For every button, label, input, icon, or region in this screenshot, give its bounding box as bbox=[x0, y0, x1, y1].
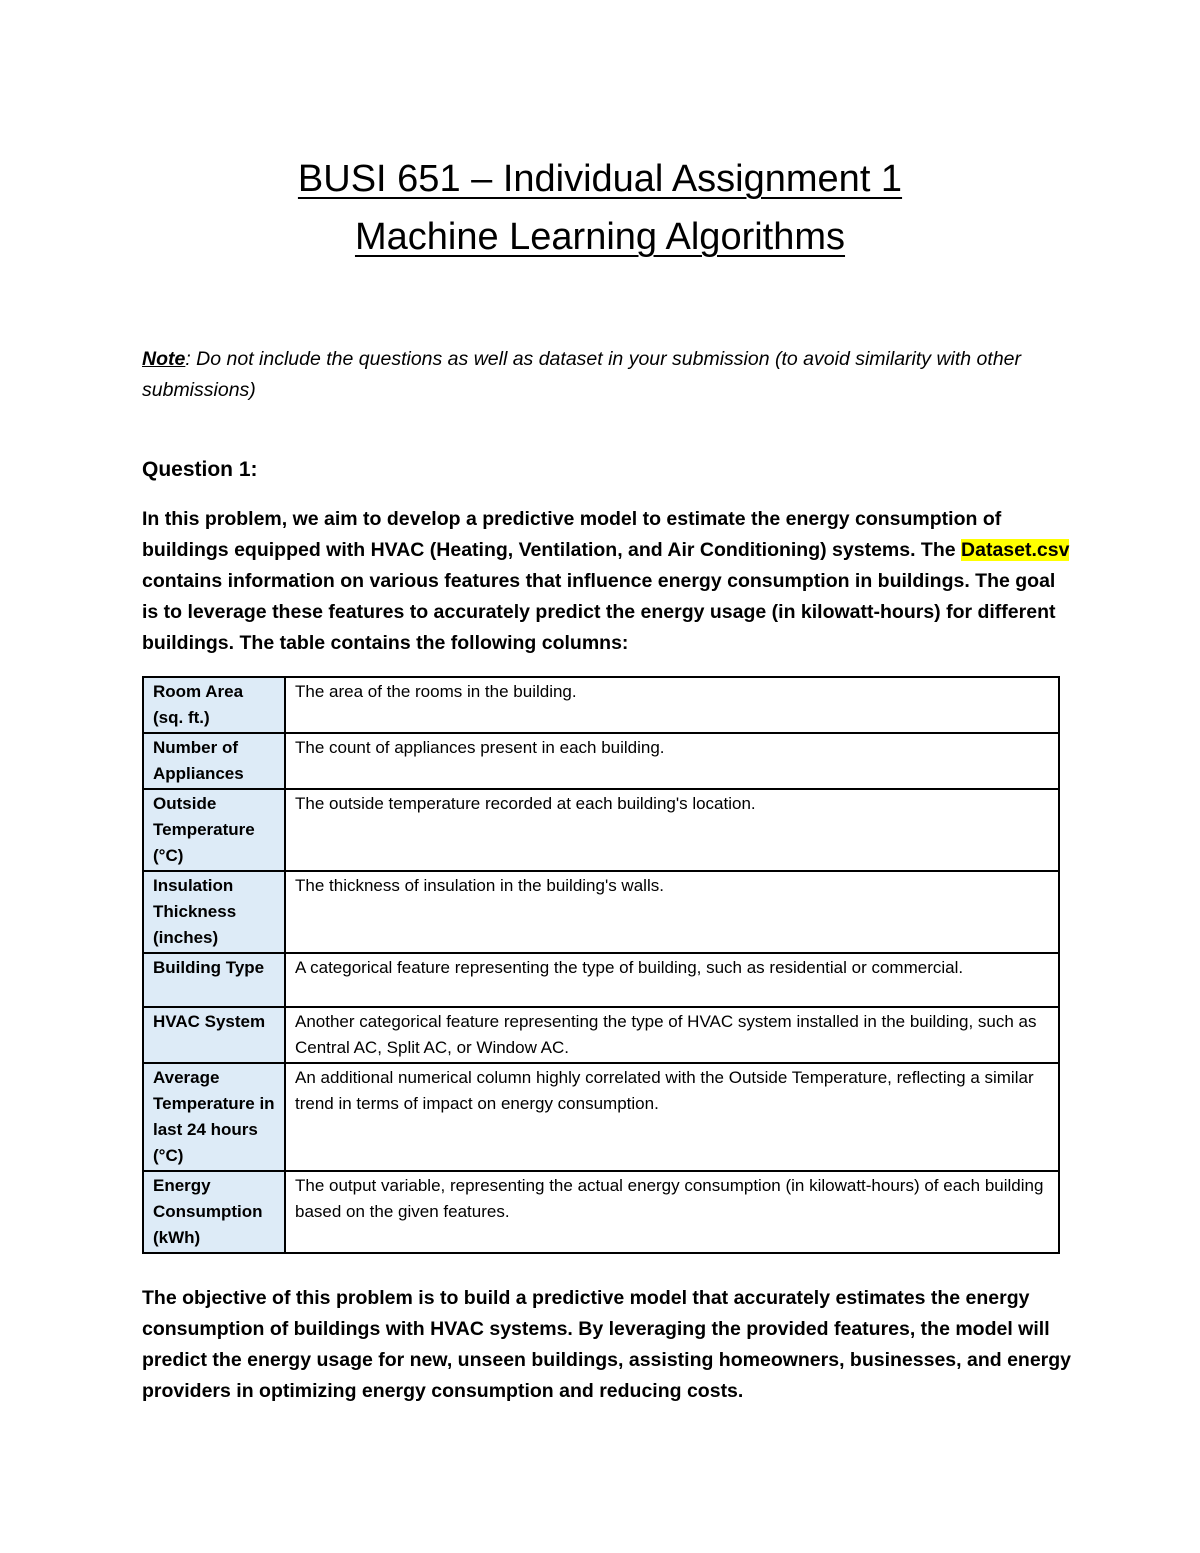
table-row bbox=[143, 953, 1059, 1007]
feature-name-cell: Energy Consumption (kWh) bbox=[143, 1171, 285, 1253]
feature-description-cell: An additional numerical column highly correlated with the Outside Temperature, reflecting a similar trend in terms of impact on energy consumption. bbox=[285, 1063, 1059, 1171]
feature-name-cell: Building Type bbox=[143, 953, 285, 1007]
title-line-2: Machine Learning Algorithms bbox=[354, 216, 846, 258]
table-row bbox=[143, 1171, 1059, 1253]
feature-description-cell: The thickness of insulation in the building's walls. bbox=[285, 871, 1059, 953]
feature-description-cell: The count of appliances present in each building. bbox=[285, 733, 1059, 789]
note-paragraph bbox=[142, 344, 1072, 406]
feature-name-cell: Average Temperature in last 24 hours (°C) bbox=[143, 1063, 285, 1171]
feature-description-cell: The area of the rooms in the building. bbox=[285, 677, 1059, 733]
table-row bbox=[143, 1063, 1059, 1171]
feature-description-cell: A categorical feature representing the type of building, such as residential or commercial. bbox=[285, 953, 1059, 1007]
feature-name-cell: Insulation Thickness (inches) bbox=[143, 871, 285, 953]
feature-description-cell: The outside temperature recorded at each building's location. bbox=[285, 789, 1059, 871]
table-row bbox=[143, 677, 1059, 733]
feature-description-cell: Another categorical feature representing the type of HVAC system installed in the building, such as Central AC, Split AC, or Window AC. bbox=[285, 1007, 1059, 1063]
note-label: Note bbox=[142, 348, 186, 370]
feature-name-cell: Room Area (sq. ft.) bbox=[143, 677, 285, 733]
table-row bbox=[143, 871, 1059, 953]
question-intro bbox=[142, 504, 1072, 659]
title-line-1: BUSI 651 – Individual Assignment 1 bbox=[297, 158, 903, 200]
feature-name-cell: HVAC System bbox=[143, 1007, 285, 1063]
note-text: : Do not include the questions as well as dataset in your submission (to avoid similarity with other submissions) bbox=[142, 348, 1021, 401]
feature-description-cell: The output variable, representing the actual energy consumption (in kilowatt-hours) of each building based on the given features. bbox=[285, 1171, 1059, 1253]
question-heading: Question 1: bbox=[142, 458, 258, 481]
table-row bbox=[143, 733, 1059, 789]
intro-text-before: In this problem, we aim to develop a predictive model to estimate the energy consumption of buildings equipped with HVAC (Heating, Ventilation, and Air Conditioning) systems. The bbox=[142, 508, 1002, 561]
features-table bbox=[142, 676, 1060, 1254]
feature-name-cell: Number of Appliances bbox=[143, 733, 285, 789]
feature-name-cell: Outside Temperature (°C) bbox=[143, 789, 285, 871]
document-title bbox=[0, 150, 1200, 266]
objective-paragraph: The objective of this problem is to build a predictive model that accurately estimates the energy consumption of buildings with HVAC systems. By leveraging the provided features, the model will predict the energy usage for new, unseen buildings, assisting homeowners, businesses, and energy providers in optimizing energy consumption and reducing costs. bbox=[142, 1287, 1072, 1402]
dataset-filename-highlight: Dataset.csv bbox=[961, 539, 1070, 561]
intro-text-after: contains information on various features that influence energy consumption in buildings. The goal is to leverage these features to accurately predict the energy usage (in kilowatt-hours) for different buildings. The table contains the following columns: bbox=[142, 570, 1056, 654]
table-row bbox=[143, 1007, 1059, 1063]
table-row bbox=[143, 789, 1059, 871]
